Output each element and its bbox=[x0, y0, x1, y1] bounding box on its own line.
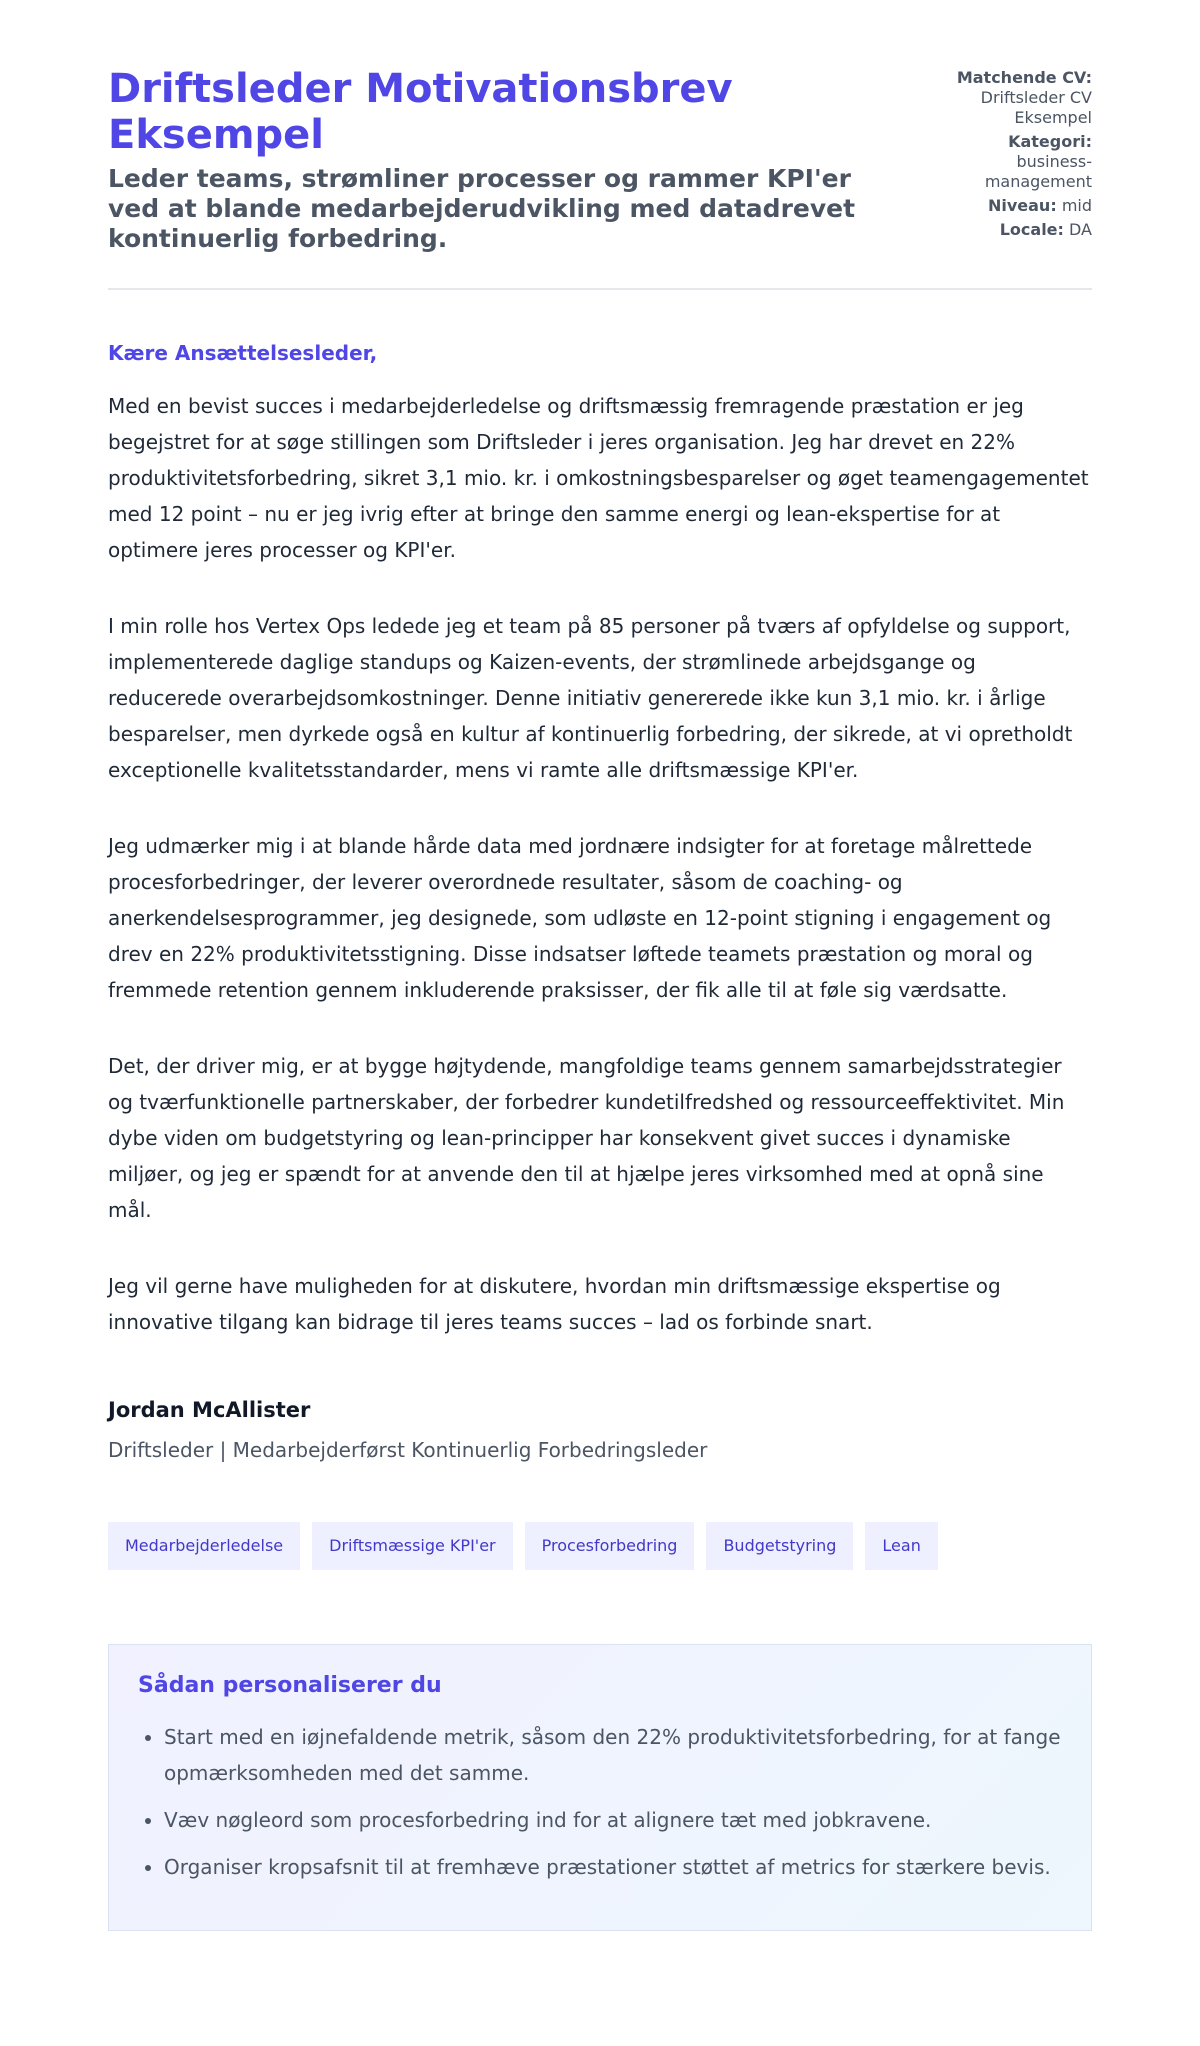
keyword-tag: Budgetstyring bbox=[706, 1522, 853, 1570]
signature-title: Driftsleder | Medarbejderførst Kontinuerlig Forbedringsleder bbox=[108, 1438, 708, 1462]
meta-level-label: Niveau: bbox=[987, 196, 1057, 215]
letter-paragraph: Jeg vil gerne have muligheden for at diskutere, hvordan min driftsmæssige ekspertise og innovative tilgang kan bidrage til jeres teams succes – lad os forbinde snart. bbox=[108, 1274, 1001, 1334]
letter-paragraph: Med en bevist succes i medarbejderledelse og driftsmæssig fremragende præstation er jeg begejstret for at søge stillingen som Driftsleder i jeres organisation. Jeg har drevet en 22% produktivitetsforbedring, sikret 3,1 mio. kr. i omkostningsbesparelser og øget teamengagementet med 12 point – nu er jeg ivrig efter at bringe den samme energi og lean-ekspertise for at optimere jeres processer og KPI'er. bbox=[108, 394, 1089, 562]
page-title: Driftsleder Motivationsbrev Eksempel bbox=[108, 66, 733, 158]
keyword-tag: Procesforbedring bbox=[525, 1522, 695, 1570]
page-header bbox=[108, 66, 1092, 290]
letter-paragraph: Jeg udmærker mig i at blande hårde data med jordnære indsigter for at foretage målrettede procesforbedringer, der leverer overordnede resultater, såsom de coaching- og anerkendelsesprogrammer, jeg designede, som udløste en 12-point stigning i engagement og drev en 22% produktivitetsstigning. Disse indsatser løftede teamets præstation og moral og fremmede retention gennem inkluderende praksisser, der fik alle til at føle sig værdsatte. bbox=[108, 834, 1052, 1002]
letter-greeting: Kære Ansættelsesleder, bbox=[108, 341, 378, 365]
letter-paragraph: Det, der driver mig, er at bygge højtydende, mangfoldige teams gennem samarbejdsstrategier og tværfunktionelle partnerskaber, der forbedrer kundetilfredshed og ressourceeffektivitet. Min dybe viden om budgetstyring og lean-principper har konsekvent givet succes i dynamiske miljøer, og jeg er spændt for at anvende den til at hjælpe jeres virksomhed med at opnå sine mål. bbox=[108, 1054, 1065, 1222]
keyword-tag: Lean bbox=[865, 1522, 937, 1570]
meta-locale bbox=[922, 220, 1092, 240]
keyword-tags bbox=[108, 1522, 1092, 1570]
personalization-tips-box bbox=[108, 1644, 1092, 1931]
meta-locale-value: DA bbox=[1069, 220, 1092, 239]
tips-list bbox=[138, 1719, 1062, 1885]
letter-body bbox=[108, 388, 1092, 1340]
signature-name: Jordan McAllister bbox=[108, 1398, 311, 1422]
meta-cv bbox=[922, 68, 1092, 128]
keyword-tag: Driftsmæssige KPI'er bbox=[312, 1522, 512, 1570]
meta-panel bbox=[922, 68, 1092, 244]
meta-category-label: Kategori: bbox=[1008, 132, 1092, 151]
tip-item: • Væv nøgleord som procesforbedring ind for at alignere tæt med jobkravene. bbox=[164, 1802, 1062, 1838]
meta-category bbox=[922, 132, 1092, 192]
meta-locale-label: Locale: bbox=[999, 220, 1064, 239]
letter-paragraph: I min rolle hos Vertex Ops ledede jeg et team på 85 personer på tværs af opfyldelse og support, implementerede daglige standups og Kaizen-events, der strømlinede arbejdsgange og reducerede overarbejdsomkostninger. Denne initiativ genererede ikke kun 3,1 mio. kr. i årlige besparelser, men dyrkede også en kultur af kontinuerlig forbedring, der sikrede, at vi opretholdt exceptionelle kvalitetsstandarder, mens vi ramte alle driftsmæssige KPI'er. bbox=[108, 614, 1073, 782]
meta-category-value: business-management bbox=[984, 152, 1092, 191]
meta-level-value: mid bbox=[1061, 196, 1092, 215]
header-titles bbox=[108, 66, 898, 254]
tip-item: • Start med en iøjnefaldende metrik, såsom den 22% produktivitetsforbedring, for at fange opmærksomheden med det samme. bbox=[164, 1719, 1062, 1791]
meta-level bbox=[922, 196, 1092, 216]
meta-cv-label: Matchende CV: bbox=[956, 68, 1092, 87]
tips-title: Sådan personaliserer du bbox=[138, 1673, 442, 1698]
meta-cv-value: Driftsleder CV Eksempel bbox=[980, 88, 1092, 127]
signature-block bbox=[108, 1396, 1092, 1464]
keyword-tag: Medarbejderledelse bbox=[108, 1522, 300, 1570]
tip-item: • Organiser kropsafsnit til at fremhæve præstationer støttet af metrics for stærkere bevis. bbox=[164, 1849, 1062, 1885]
page-subtitle: Leder teams, strømliner processer og rammer KPI'er ved at blande medarbejderudvikling med datadrevet kontinuerlig forbedring. bbox=[108, 164, 856, 253]
